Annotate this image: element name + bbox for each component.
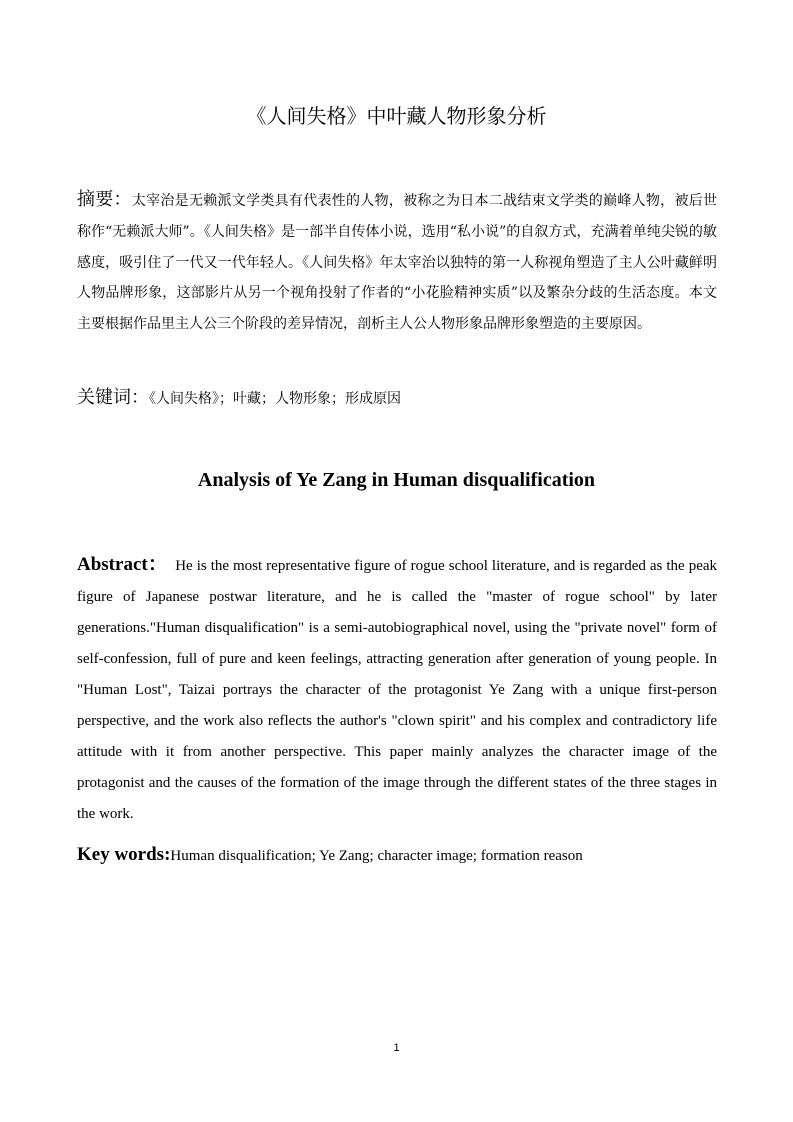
chinese-abstract-label: 摘要： bbox=[77, 189, 132, 210]
english-title: Analysis of Ye Zang in Human disqualification bbox=[197, 469, 596, 491]
chinese-abstract-text: 太宰治是无赖派文学类具有代表性的人物，被称之为日本二战结束文学类的巅峰人物，被后世称作“无赖派大师”。《人间失格》是一部半自传体小说，选用“私小说”的自叙方式，充满着单纯尖锐的敏感度，吸引住了一代又一代年轻人。《人间失格》年太宰治以独特的第一人称视角塑造了主人公叶藏鲜明人物品牌形象，这部影片从另一个视角投射了作者的“小花脸精神实质”以及繁杂分歧的生活态度。本文主要根据作品里主人公三个阶段的差异情况，剖析主人公人物形象品牌形象塑造的主要原因。 bbox=[77, 193, 718, 333]
english-keywords bbox=[77, 840, 717, 871]
english-abstract-text: He is the most representative figure of rogue school literature, and is regarded as the peak figure of Japanese postwar literature, and he is called the "master of rogue school" by later generations."Human disqualification" is a semi-autobiographical novel, using the "private novel" form of self-confession, full of pure and keen feelings, attracting generation after generation of young people. In "Human Lost", Taizai portrays the character of the protagonist Ye Zang with a unique first-person perspective, and the work also reflects the author's "clown spirit" and his complex and contradictory life attitude with it from another perspective. This paper mainly analyzes the character image of the protagonist and the causes of the formation of the image through the different states of the three stages in the work. bbox=[77, 558, 718, 822]
page-number: 1 bbox=[393, 1042, 400, 1054]
chinese-keywords-text: 《人间失格》；叶藏；人物形象；形成原因 bbox=[149, 391, 401, 407]
chinese-abstract bbox=[77, 185, 717, 340]
chinese-title: 《人间失格》中叶藏人物形象分析 bbox=[246, 104, 547, 128]
english-keywords-label: Key words: bbox=[77, 844, 171, 865]
english-abstract bbox=[77, 549, 717, 830]
english-abstract-label: Abstract： bbox=[77, 554, 168, 575]
chinese-keywords bbox=[77, 383, 717, 414]
english-keywords-text: Human disqualification; Ye Zang; character image; formation reason bbox=[170, 848, 583, 864]
chinese-keywords-label: 关键词： bbox=[77, 387, 149, 408]
